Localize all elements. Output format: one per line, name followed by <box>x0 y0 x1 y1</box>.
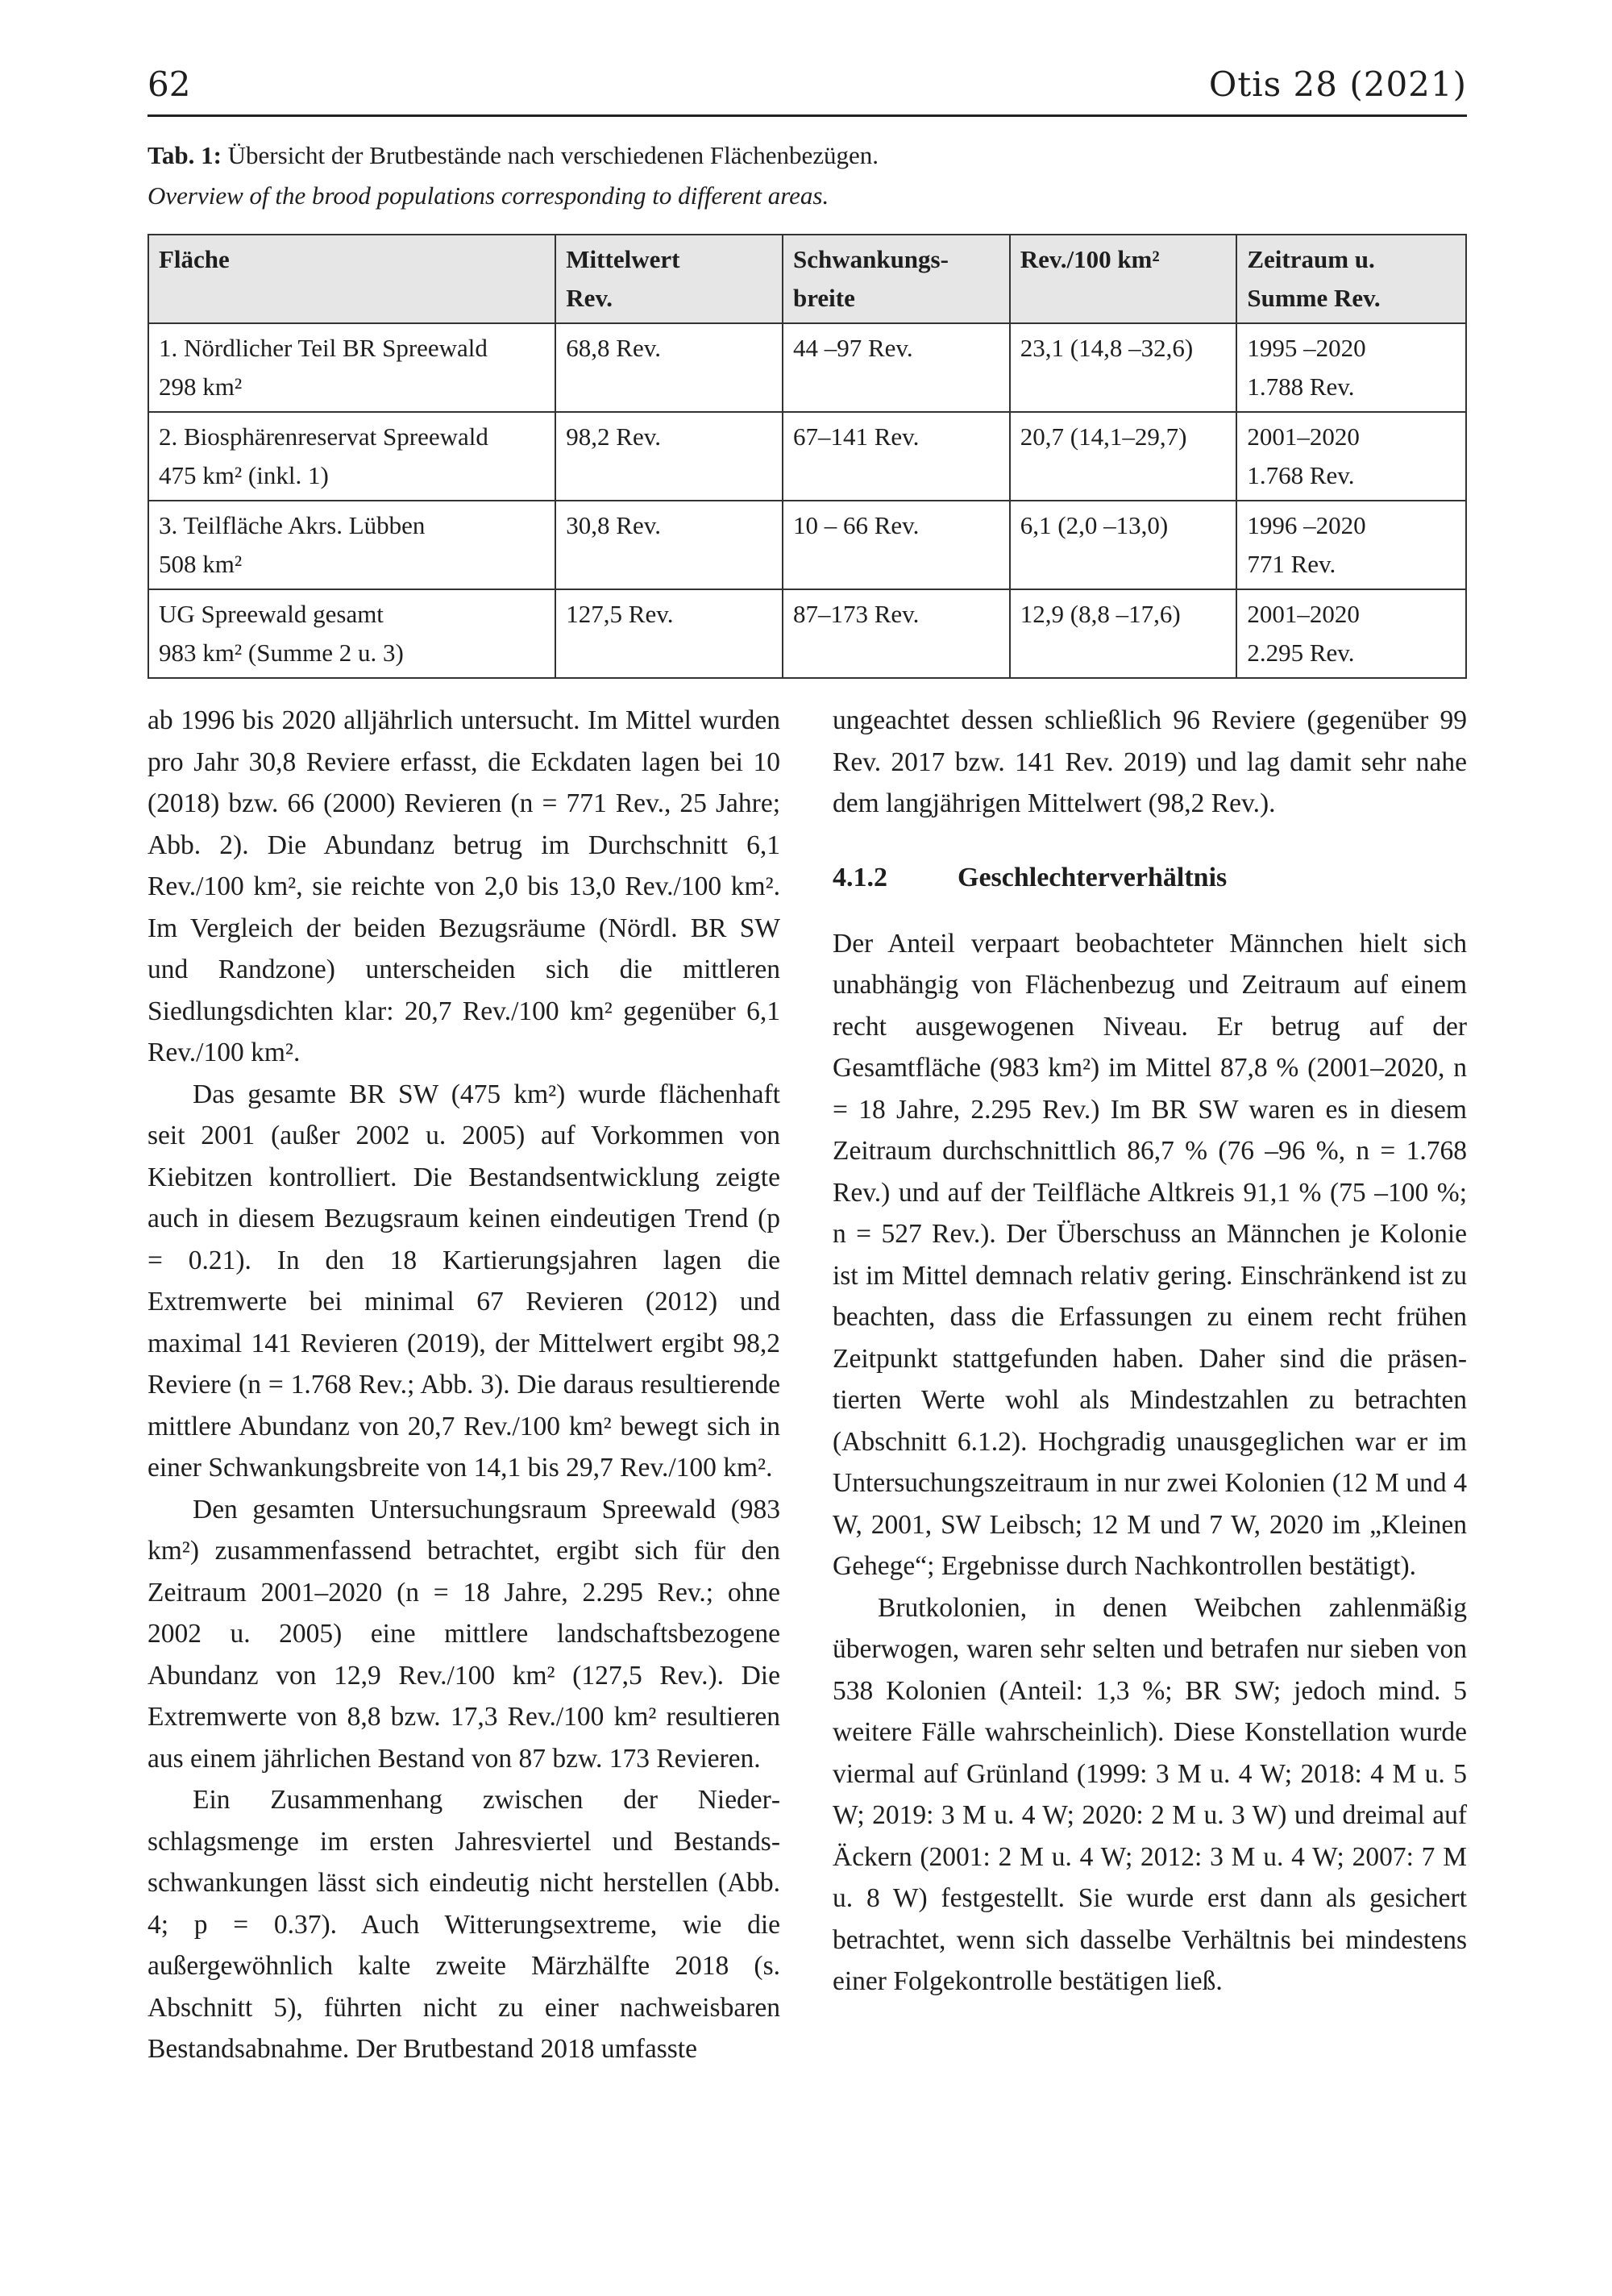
header-mean: Mittelwert Rev. <box>555 235 783 323</box>
caption-title-de: Übersicht der Brutbestände nach verschiedenen Flächenbezügen. <box>221 141 879 169</box>
cell-area: UG Spreewald gesamt 983 km² (Summe 2 u. 3) <box>148 589 555 678</box>
cell-density: 23,1 (14,8 –32,6) <box>1010 323 1237 412</box>
section-number: 4.1.2 <box>833 862 887 892</box>
table-row <box>148 589 1466 678</box>
cell-range: 87–173 Rev. <box>783 589 1010 678</box>
cell-density: 6,1 (2,0 –13,0) <box>1010 501 1237 589</box>
cell-mean: 30,8 Rev. <box>555 501 783 589</box>
table-row <box>148 323 1466 412</box>
paragraph: ungeachtet dessen schließlich 96 Reviere (gegenüber 99 Rev. 2017 bzw. 141 Rev. 2019) und lag damit sehr nahe dem langjährigen Mittelwert (98,2 Rev.). <box>833 705 1467 818</box>
table-caption <box>147 135 1467 216</box>
cell-period: 1996 –2020 771 Rev. <box>1236 501 1466 589</box>
brood-population-table <box>147 234 1467 679</box>
cell-period: 2001–2020 2.295 Rev. <box>1236 589 1466 678</box>
caption-label: Tab. 1: <box>147 141 222 169</box>
paragraph: Den gesamten Untersuchungsraum Spreewald (983 km²) zusammenfassend betrachtet, ergibt sich für den Zeitraum 2001–2020 (n = 18 Jahre, 2.295 Rev.; ohne 2002 u. 2005) eine mittlere landschaftsbezogene Abundanz von 12,9 Rev./100 km² (127,5 Rev.). Die Extremwerte von 8,8 bzw. 17,3 Rev./100 km² resultieren aus einem jährlichen Bestand von 87 bzw. 173 Revieren. <box>147 1494 780 1774</box>
left-text-column <box>147 700 780 2070</box>
paragraph: Das gesamte BR SW (475 km²) wurde flächenhaft seit 2001 (außer 2002 u. 2005) auf Vorkommen von Kiebitzen kontrolliert. Die Bestandsentwicklung zeigte auch in diesem Bezugsraum keinen eindeutigen Trend (p = 0.21). In den 18 Kartierungsjahren lagen die Extremwerte bei minimal 67 Revieren (2012) und maximal 141 Revieren (2019), der Mittelwert ergibt 98,2 Reviere (n = 1.768 Rev.; Abb. 3). Die daraus resultierende mittlere Abundanz von 20,7 Rev./100 km² bewegt sich in einer Schwankungsbreite von 14,1 bis 29,7 Rev./100 km². <box>147 1079 780 1483</box>
cell-period: 1995 –2020 1.788 Rev. <box>1236 323 1466 412</box>
caption-german <box>147 135 1467 176</box>
table-row <box>148 501 1466 589</box>
cell-density: 12,9 (8,8 –17,6) <box>1010 589 1237 678</box>
section-title: Geschlechterverhältnis <box>958 862 1228 892</box>
caption-english: Overview of the brood populations corresponding to different areas. <box>147 181 829 210</box>
paragraph: Brutkolonien, in denen Weibchen zahlenmäßig überwogen, waren sehr selten und betrafen nur sieben von 538 Kolonien (Anteil: 1,3 %; BR SW; jedoch mind. 5 weitere Fälle wahrscheinlich). Diese Konstellation wurde viermal auf Grünland (1999: 3 M u. 4 W; 2018: 4 M u. 5 W; 2019: 3 M u. 4 W; 2020: 2 M u. 3 W) und dreimal auf Äckern (2001: 2 M u. 4 W; 2012: 3 M u. 4 W; 2007: 7 M u. 8 W) festgestellt. Sie wurde erst dann als gesichert betrachtet, wenn sich dasselbe Verhältnis bei mindestens einer Folgekontrolle bestätigen ließ. <box>833 1592 1467 1996</box>
cell-range: 10 – 66 Rev. <box>783 501 1010 589</box>
page-number: 62 <box>147 64 191 104</box>
header-period: Zeitraum u. Summe Rev. <box>1236 235 1466 323</box>
cell-area: 1. Nördlicher Teil BR Spreewald 298 km² <box>148 323 555 412</box>
cell-range: 67–141 Rev. <box>783 412 1010 501</box>
paragraph: Ein Zusammenhang zwischen der Niederschlagsmenge im ersten Jahresviertel und Bestandsschwankungen lässt sich eindeutig nicht herstellen (Abb. 4; p = 0.37). Auch Witterungsextreme, wie die außergewöhnlich kalte zweite Märzhälfte 2018 (s. Abschnitt 5), führten nicht zu einer nachweisbaren Bestandsabnahme. Der Brutbestand 2018 umfasste <box>147 1785 780 2064</box>
section-heading <box>833 857 1467 899</box>
cell-area: 3. Teilfläche Akrs. Lübben 508 km² <box>148 501 555 589</box>
cell-range: 44 –97 Rev. <box>783 323 1010 412</box>
page-header <box>147 64 1467 117</box>
cell-mean: 98,2 Rev. <box>555 412 783 501</box>
right-text-column <box>833 700 1467 2003</box>
journal-citation: Otis 28 (2021) <box>1208 64 1467 104</box>
header-area: Fläche <box>148 235 555 323</box>
cell-mean: 127,5 Rev. <box>555 589 783 678</box>
header-range: Schwankungs- breite <box>783 235 1010 323</box>
header-density: Rev./100 km² <box>1010 235 1237 323</box>
cell-area: 2. Biosphärenreservat Spreewald 475 km² (inkl. 1) <box>148 412 555 501</box>
table-header-row <box>148 235 1466 323</box>
cell-period: 2001–2020 1.768 Rev. <box>1236 412 1466 501</box>
table-row <box>148 412 1466 501</box>
paragraph: Der Anteil verpaart beobachteter Männchen hielt sich unabhängig von Flächenbezug und Zeitraum auf einem recht ausgewogenen Niveau. Er betrug auf der Gesamtfläche (983 km²) im Mittel 87,8 % (2001–2020, n = 18 Jahre, 2.295 Rev.) Im BR SW waren es in diesem Zeitraum durchschnittlich 86,7 % (76 –96 %, n = 1.768 Rev.) und auf der Teilfläche Altkreis 91,1 % (75 –100 %; n = 527 Rev.). Der Überschuss an Männchen je Kolonie ist im Mittel demnach relativ gering. Einschränkend ist zu beachten, dass die Erfassungen zu einem recht frühen Zeitpunkt stattgefunden haben. Daher sind die präsentierten Werte wohl als Mindestzahlen zu betrachten (Abschnitt 6.1.2). Hochgradig unausgeglichen war er im Untersuchungszeitraum in nur zwei Kolonien (12 M und 4 W, 2001, SW Leibsch; 12 M und 7 W, 2020 im „Kleinen Gehege“; Ergebnisse durch Nachkontrollen bestätigt). <box>833 928 1467 1581</box>
cell-density: 20,7 (14,1–29,7) <box>1010 412 1237 501</box>
paragraph: ab 1996 bis 2020 alljährlich untersucht. Im Mittel wurden pro Jahr 30,8 Reviere erfasst, die Eckdaten lagen bei 10 (2018) bzw. 66 (2000) Revieren (n = 771 Rev., 25 Jahre; Abb. 2). Die Abundanz betrug im Durchschnitt 6,1 Rev./100 km², sie reichte von 2,0 bis 13,0 Rev./100 km². Im Vergleich der beiden Bezugsräume (Nördl. BR SW und Randzone) unterscheiden sich die mittleren Siedlungsdichten klar: 20,7 Rev./100 km² gegenüber 6,1 Rev./100 km². <box>147 705 780 1067</box>
cell-mean: 68,8 Rev. <box>555 323 783 412</box>
